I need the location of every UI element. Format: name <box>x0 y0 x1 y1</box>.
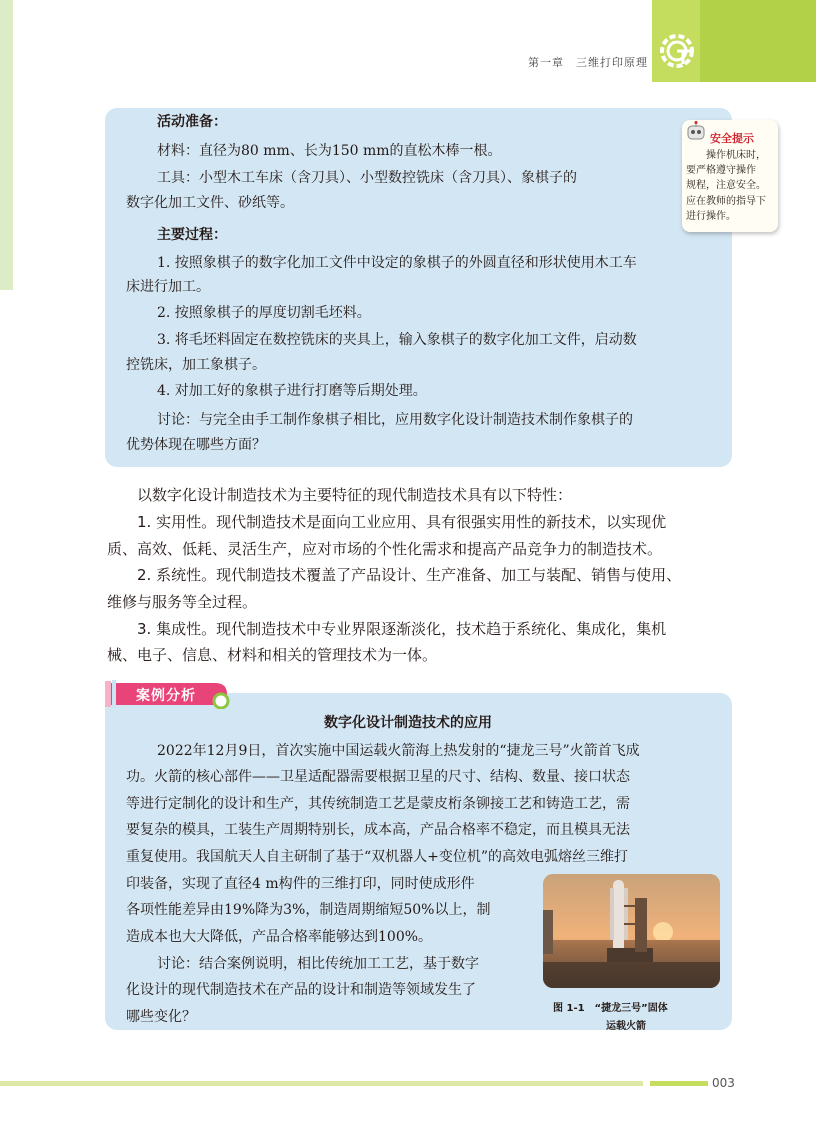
figure-caption-line-1: 图 1-1 “捷龙三号”固体 <box>553 1003 668 1014</box>
case-line: 等进行定制化的设计和生产，其传统制造工艺是蒙皮桁条铆接工艺和铸造工艺，需 <box>126 796 630 812</box>
integration-line-2: 械、电子、信息、材料和相关的管理技术为一体。 <box>107 646 438 664</box>
case-line: 2022年12月9日，首次实施中国运载火箭海上热发射的“捷龙三号”火箭首飞成 <box>157 743 640 759</box>
step3-line-1: 3. 将毛坯料固定在数控铣床的夹具上，输入象棋子的数字化加工文件，启动数 <box>157 332 637 348</box>
tools-line-1: 工具：小型木工车床（含刀具）、小型数控铣床（含刀具）、象棋子的 <box>157 170 577 186</box>
case-label: 案例分析 <box>136 688 196 704</box>
case-line: 重复使用。我国航天人自主研制了基于“双机器人+变位机”的高效电弧熔丝三维打 <box>126 849 629 865</box>
chapter-title: 第一章 三维打印原理 <box>528 56 648 69</box>
practicality-line-1: 1. 实用性。现代制造技术是面向工业应用、具有很强实用性的新技术，以实现优 <box>137 513 667 531</box>
robot-mascot-icon <box>684 121 708 143</box>
safety-line: 进行操作。 <box>686 211 736 222</box>
header-color-block-dark <box>700 0 816 82</box>
case-line: 功。火箭的核心部件——卫星适配器需要根据卫星的尺寸、结构、数量、接口状态 <box>126 769 630 785</box>
process-heading: 主要过程： <box>157 227 227 243</box>
case-line: 印装备，实现了直径4 m构件的三维打印，同时使成形件 <box>126 876 475 892</box>
page-number: 003 <box>712 1076 735 1090</box>
case-line: 哪些变化？ <box>126 1009 196 1025</box>
safety-line: 操作机床时， <box>706 150 766 161</box>
integration-line-1: 3. 集成性。现代制造技术中专业界限逐渐淡化，技术趋于系统化、集成化，集机 <box>137 620 667 638</box>
rocket-photo <box>543 874 720 988</box>
discuss-line-1: 讨论：与完全由手工制作象棋子相比，应用数字化设计制造技术制作象棋子的 <box>157 412 633 428</box>
step3-line-2: 控铣床，加工象棋子。 <box>126 357 266 373</box>
intro-paragraph: 以数字化设计制造技术为主要特征的现代制造技术具有以下特性： <box>137 486 573 504</box>
safety-line: 要严格遵守操作 <box>686 165 756 176</box>
safety-line: 规程，注意安全。 <box>686 180 766 191</box>
footer-rule-accent <box>650 1081 708 1086</box>
step2-line: 2. 按照象棋子的厚度切割毛坯料。 <box>157 305 371 321</box>
case-line: 造成本也大大降低，产品合格率能够达到100%。 <box>126 929 433 945</box>
practicality-line-2: 质、高效、低耗、灵活生产，应对市场的个性化需求和提高产品竞争力的制造技术。 <box>107 540 663 558</box>
discuss-line-2: 优势体现在哪些方面？ <box>126 437 266 453</box>
system-line-2: 维修与服务等全过程。 <box>107 593 258 611</box>
prep-heading: 活动准备： <box>157 114 227 130</box>
step1-line-2: 床进行加工。 <box>126 279 210 295</box>
gear-logo-icon <box>656 30 698 72</box>
safety-line: 应在教师的指导下 <box>686 196 766 207</box>
case-line: 各项性能差异由19%降为3%，制造周期缩短50%以上，制 <box>126 902 491 918</box>
safety-title: 安全提示 <box>710 132 754 145</box>
case-title: 数字化设计制造技术的应用 <box>324 715 492 731</box>
figure-caption-line-2: 运载火箭 <box>606 1021 646 1032</box>
step1-line-1: 1. 按照象棋子的数字化加工文件中设定的象棋子的外圆直径和形状使用木工车 <box>157 255 637 271</box>
tools-line-2: 数字化加工文件、砂纸等。 <box>126 195 294 211</box>
material-line: 材料：直径为80 mm、长为150 mm的直松木棒一根。 <box>157 143 502 159</box>
case-line: 要复杂的模具，工装生产周期特别长，成本高，产品合格率不稳定，而且模具无法 <box>126 822 630 838</box>
case-line: 讨论：结合案例说明，相比传统加工工艺，基于数字 <box>157 956 479 972</box>
step4-line: 4. 对加工好的象棋子进行打磨等后期处理。 <box>157 383 427 399</box>
case-line: 化设计的现代制造技术在产品的设计和制造等领域发生了 <box>126 982 476 998</box>
system-line-1: 2. 系统性。现代制造技术覆盖了产品设计、生产准备、加工与装配、销售与使用、 <box>137 566 682 584</box>
footer-rule <box>0 1081 643 1086</box>
left-margin-strip <box>0 0 13 290</box>
